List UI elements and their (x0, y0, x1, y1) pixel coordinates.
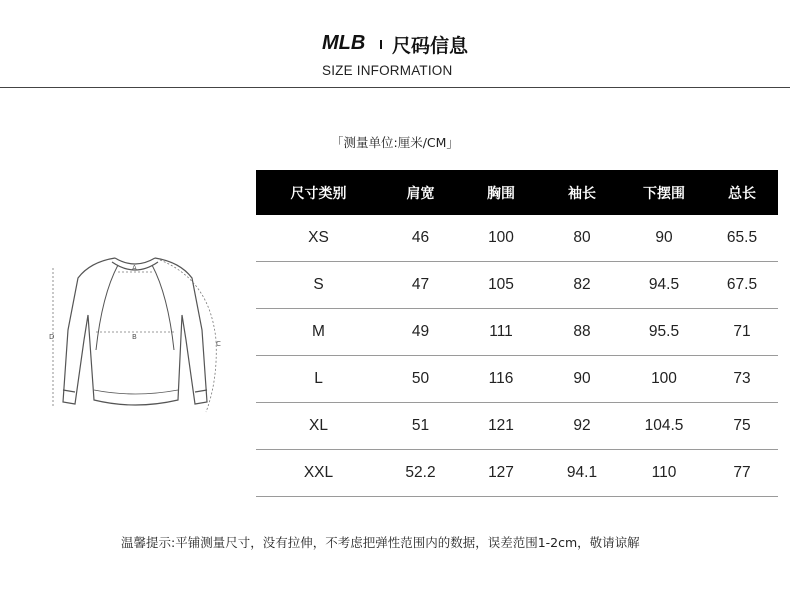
table-cell: 49 (381, 309, 460, 356)
table-cell: S (256, 262, 381, 309)
table-cell: 90 (542, 356, 622, 403)
table-cell: XXL (256, 450, 381, 497)
table-cell: 90 (622, 215, 706, 262)
table-cell: 77 (706, 450, 778, 497)
table-cell: 100 (622, 356, 706, 403)
table-cell: 88 (542, 309, 622, 356)
table-cell: 67.5 (706, 262, 778, 309)
table-cell: 92 (542, 403, 622, 450)
column-header: 肩宽 (381, 170, 460, 215)
brand-logo: MLB (322, 32, 366, 54)
table-cell: 110 (622, 450, 706, 497)
table-cell: 100 (460, 215, 542, 262)
table-cell: 116 (460, 356, 542, 403)
table-cell: 52.2 (381, 450, 460, 497)
diagram-label-d: D (49, 333, 55, 341)
table-cell: 94.1 (542, 450, 622, 497)
column-header: 总长 (706, 170, 778, 215)
table-cell: 51 (381, 403, 460, 450)
table-cell: XS (256, 215, 381, 262)
column-header: 袖长 (542, 170, 622, 215)
table-row (256, 262, 778, 309)
table-cell: L (256, 356, 381, 403)
table-row (256, 356, 778, 403)
table-cell: 111 (460, 309, 542, 356)
table-cell: 121 (460, 403, 542, 450)
table-cell: 95.5 (622, 309, 706, 356)
table-header-row (256, 170, 778, 215)
table-cell: 47 (381, 262, 460, 309)
column-header: 下摆围 (622, 170, 706, 215)
diagram-label-c: C (216, 340, 221, 348)
measurement-disclaimer: 温馨提示:平铺测量尺寸，没有拉伸，不考虑把弹性范围内的数据，误差范围1-2cm，敬请谅解 (121, 535, 640, 550)
table-cell: 75 (706, 403, 778, 450)
table-cell: 127 (460, 450, 542, 497)
title-separator (380, 40, 382, 49)
page-subtitle: SIZE INFORMATION (322, 63, 453, 78)
measurement-unit-note: 「测量单位:厘米/CM」 (331, 135, 459, 150)
table-cell: 80 (542, 215, 622, 262)
table-cell: 82 (542, 262, 622, 309)
size-table (256, 170, 778, 497)
column-header: 胸围 (460, 170, 542, 215)
table-cell: 105 (460, 262, 542, 309)
page-title: 尺码信息 (392, 35, 469, 57)
page-header (0, 0, 790, 88)
table-cell: 104.5 (622, 403, 706, 450)
table-cell: 46 (381, 215, 460, 262)
table-cell: 65.5 (706, 215, 778, 262)
header-divider (0, 87, 790, 88)
diagram-label-a: A (132, 264, 137, 272)
table-cell: 94.5 (622, 262, 706, 309)
column-header: 尺寸类别 (256, 170, 381, 215)
table-row (256, 403, 778, 450)
table-cell: 50 (381, 356, 460, 403)
table-cell: 73 (706, 356, 778, 403)
table-row (256, 309, 778, 356)
table-row (256, 450, 778, 497)
table-row (256, 215, 778, 262)
table-cell: M (256, 309, 381, 356)
table-cell: 71 (706, 309, 778, 356)
table-cell: XL (256, 403, 381, 450)
diagram-label-b: B (132, 333, 137, 341)
garment-diagram (30, 240, 235, 420)
